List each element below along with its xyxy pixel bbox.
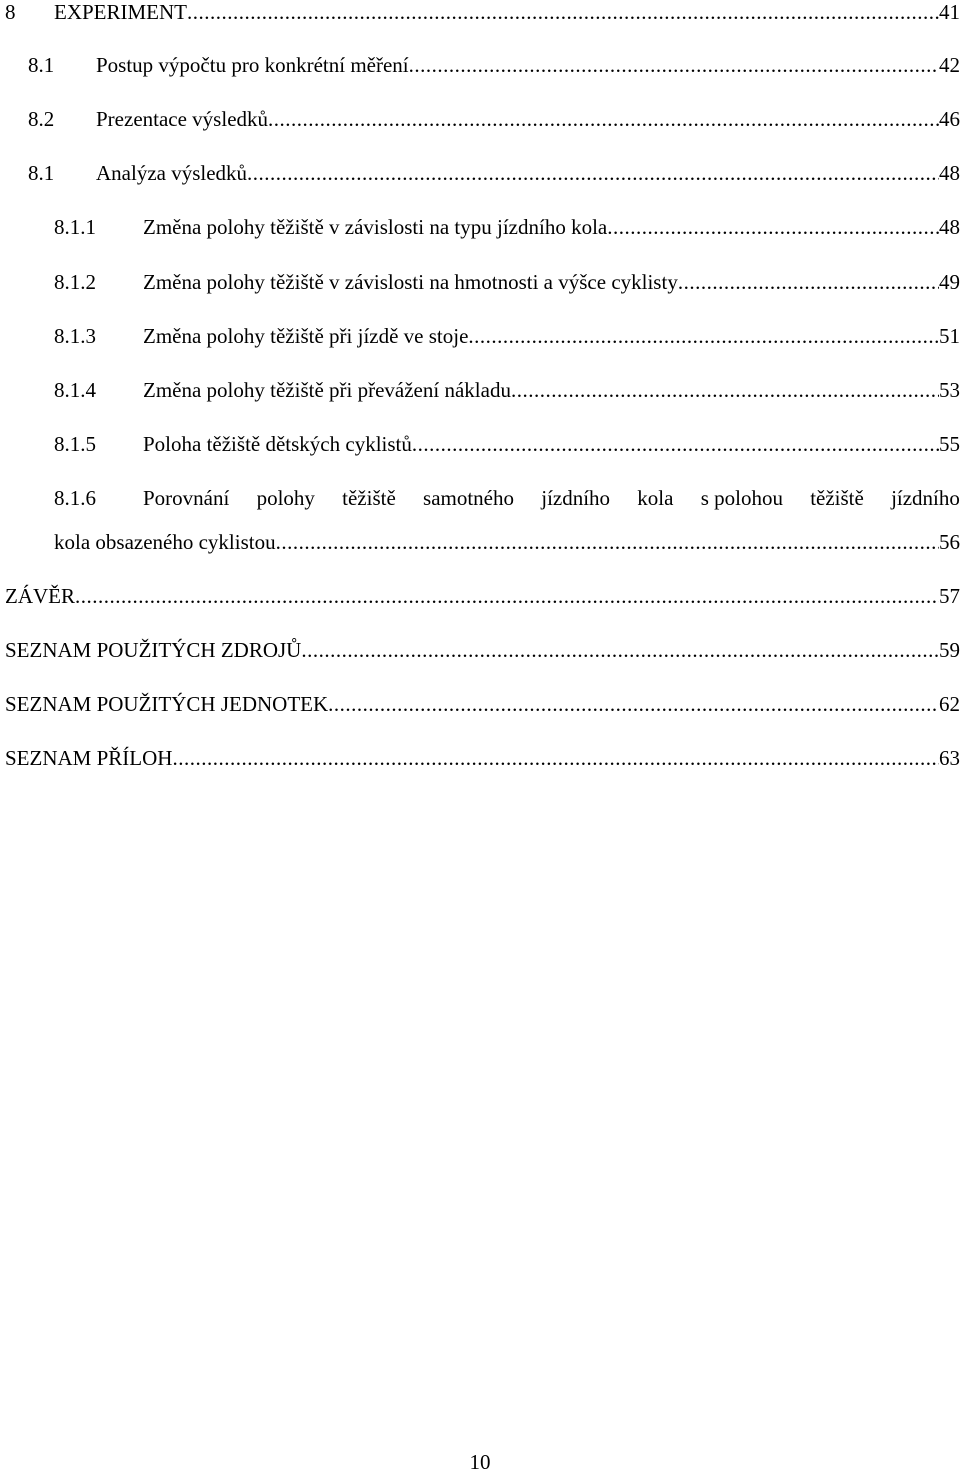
toc-entry-8-1-2[interactable] (0, 268, 960, 296)
toc-entry-page: 53 (939, 378, 960, 402)
toc-dot-leader (247, 159, 939, 187)
toc-entry-title-line1 (143, 484, 960, 512)
toc-entry-page: 48 (939, 161, 960, 185)
toc-entry-page: 57 (939, 584, 960, 608)
toc-title-word: Porovnání (143, 486, 230, 510)
toc-entry-8-1-1[interactable] (0, 213, 960, 241)
toc-entry-page: 46 (939, 107, 960, 131)
toc-title-word: samotného (423, 486, 514, 510)
toc-entry-title: Změna polohy těžiště při převážení nákladu (143, 378, 511, 402)
toc-entry-title: SEZNAM POUŽITÝCH JEDNOTEK (5, 692, 329, 716)
toc-entry-number: 8.1.4 (54, 378, 96, 402)
toc-entry-page: 51 (939, 324, 960, 348)
toc-entry-page: 41 (939, 0, 960, 24)
toc-title-word: polohy (256, 486, 315, 510)
toc-entry-number: 8.2 (28, 107, 55, 131)
toc-dot-leader (328, 690, 939, 718)
toc-entry-number: 8.1.1 (54, 215, 96, 239)
toc-entry-page: 49 (939, 270, 960, 294)
toc-entry-8-1-analyza[interactable] (0, 159, 960, 187)
toc-entry-8-1-6[interactable] (0, 484, 960, 512)
toc-entry-number: 8.1 (28, 161, 55, 185)
toc-dot-leader (412, 430, 939, 458)
page-number: 10 (469, 1450, 491, 1474)
toc-entry-zaver[interactable] (0, 582, 960, 610)
toc-entry-number: 8.1.6 (54, 486, 96, 510)
toc-dot-leader (678, 268, 939, 296)
toc-entry-page: 63 (939, 746, 960, 770)
toc-entry-page: 56 (939, 530, 960, 554)
toc-dot-leader (511, 376, 939, 404)
toc-title-word: jízdního (891, 486, 960, 510)
toc-entry-8-1-6-continuation[interactable] (0, 528, 960, 556)
toc-dot-leader (607, 213, 939, 241)
toc-dot-leader (75, 582, 939, 610)
toc-entry-title-line2: kola obsazeného cyklistou (54, 530, 276, 554)
toc-entry-8-2[interactable] (0, 105, 960, 133)
toc-dot-leader (409, 51, 939, 79)
toc-entry-title: Analýza výsledků (96, 161, 248, 185)
toc-entry-8-1-5[interactable] (0, 430, 960, 458)
toc-entry-zdroje[interactable] (0, 636, 960, 664)
toc-title-word: kola (637, 486, 674, 510)
toc-entry-title: Postup výpočtu pro konkrétní měření (96, 53, 409, 77)
toc-entry-page: 59 (939, 638, 960, 662)
toc-title-word: jízdního (541, 486, 611, 510)
toc-entry-title: SEZNAM POUŽITÝCH ZDROJŮ (5, 638, 302, 662)
toc-entry-page: 48 (939, 215, 960, 239)
toc-dot-leader (187, 0, 939, 26)
toc-entry-title: Změna polohy těžiště v závislosti na typu jízdního kola (143, 215, 608, 239)
toc-entry-page: 55 (939, 432, 960, 456)
toc-entry-jednotky[interactable] (0, 690, 960, 718)
toc-dot-leader (301, 636, 939, 664)
toc-title-word: těžiště (810, 486, 864, 510)
toc-dot-leader (268, 105, 939, 133)
toc-entry-page: 62 (939, 692, 960, 716)
toc-entry-title: SEZNAM PŘÍLOH (5, 746, 173, 770)
toc-entry-8-1-4[interactable] (0, 376, 960, 404)
toc-title-word: těžiště (342, 486, 396, 510)
toc-entry-8-1[interactable] (0, 51, 960, 79)
toc-entry-title: ZÁVĚR (5, 584, 75, 608)
toc-entry-8[interactable] (0, 0, 960, 26)
toc-entry-8-1-3[interactable] (0, 322, 960, 350)
toc-entry-page: 42 (939, 53, 960, 77)
toc-entry-number: 8.1.3 (54, 324, 96, 348)
toc-entry-number: 8.1.2 (54, 270, 96, 294)
toc-entry-title: Poloha těžiště dětských cyklistů (143, 432, 412, 456)
toc-entry-number: 8.1.5 (54, 432, 96, 456)
toc-entry-number: 8 (5, 0, 16, 24)
toc-entry-prilohy[interactable] (0, 744, 960, 772)
toc-dot-leader (468, 322, 939, 350)
toc-entry-number: 8.1 (28, 53, 55, 77)
toc-entry-title: Změna polohy těžiště při jízdě ve stoje (143, 324, 469, 348)
toc-entry-title: Prezentace výsledků (96, 107, 269, 131)
toc-title-word: s polohou (700, 486, 783, 510)
toc-dot-leader (172, 744, 939, 772)
toc-entry-title: Změna polohy těžiště v závislosti na hmotnosti a výšce cyklisty (143, 270, 678, 294)
toc-entry-title: EXPERIMENT (54, 0, 187, 24)
toc-dot-leader (276, 528, 939, 556)
